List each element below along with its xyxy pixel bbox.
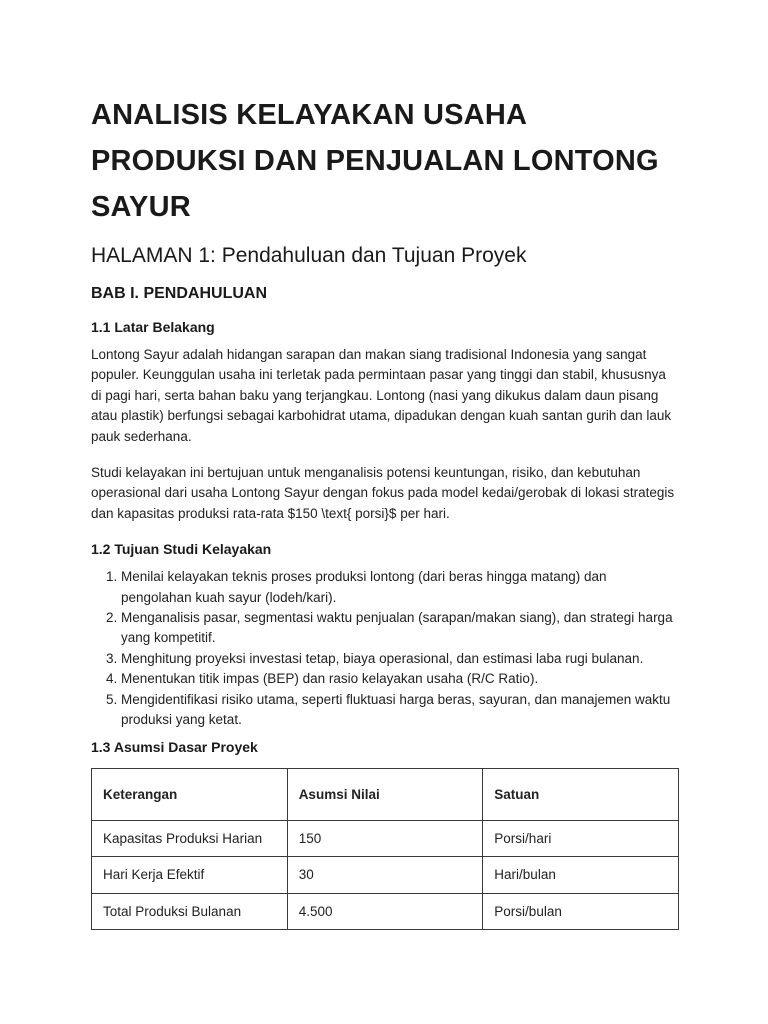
table-cell: Hari Kerja Efektif	[92, 857, 288, 894]
list-item: 1. Menilai kelayakan teknis proses produksi lontong (dari beras hingga matang) dan pengolahan kuah sayur (lodeh/kari).	[121, 567, 679, 608]
table-cell: 30	[287, 857, 483, 894]
section-1-2-title: 1.2 Tujuan Studi Kelayakan	[91, 541, 272, 558]
table-cell: 150	[287, 820, 483, 857]
list-item: 3. Menghitung proyeksi investasi tetap, biaya operasional, dan estimasi laba rugi bulanan.	[121, 649, 679, 669]
assumptions-table	[91, 768, 679, 931]
list-item: 4. Menentukan titik impas (BEP) dan rasio kelayakan usaha (R/C Ratio).	[121, 669, 679, 689]
list-item: 5. Mengidentifikasi risiko utama, seperti fluktuasi harga beras, sayuran, dan manajemen waktu produksi yang ketat.	[121, 690, 679, 731]
table-cell: Total Produksi Bulanan	[92, 893, 288, 930]
table-cell: Porsi/hari	[483, 820, 679, 857]
objectives-list	[91, 567, 679, 730]
table-cell: Hari/bulan	[483, 857, 679, 894]
section-1-3-title: 1.3 Asumsi Dasar Proyek	[91, 738, 258, 755]
chapter-heading: BAB I. PENDAHULUAN	[91, 285, 267, 302]
section-1-1-paragraph-1: Lontong Sayur adalah hidangan sarapan dan makan siang tradisional Indonesia yang sangat populer. Keunggulan usaha ini terletak pada permintaan pasar yang tinggi dan stabil, khususnya di pagi hari, serta bahan baku yang terjangkau. Lontong (nasi yang dikukus dalam daun pisang atau plastik) berfungsi sebagai karbohidrat utama, dipadukan dengan kuah santan gurih dan lauk pauk sederhana.	[91, 347, 672, 444]
table-header-cell: Satuan	[483, 768, 679, 820]
table-cell: Porsi/bulan	[483, 893, 679, 930]
table-cell: 4.500	[287, 893, 483, 930]
section-1-1-paragraph-2: Studi kelayakan ini bertujuan untuk menganalisis potensi keuntungan, risiko, dan kebutuhan operasional dari usaha Lontong Sayur dengan fokus pada model kedai/gerobak di lokasi strategis dan kapasitas produksi rata-rata $150 \text{ porsi}$ per hari.	[91, 465, 675, 521]
table-header-cell: Keterangan	[92, 768, 288, 820]
document-page	[91, 92, 679, 930]
document-title: ANALISIS KELAYAKAN USAHA PRODUKSI DAN PENJUALAN LONTONG SAYUR	[91, 99, 659, 223]
list-item: 2. Menganalisis pasar, segmentasi waktu penjualan (sarapan/makan siang), dan strategi harga yang kompetitif.	[121, 608, 679, 649]
table-header-row	[92, 768, 679, 820]
page-heading: HALAMAN 1: Pendahuluan dan Tujuan Proyek	[91, 244, 527, 267]
section-1-1-title: 1.1 Latar Belakang	[91, 319, 215, 335]
table-row	[92, 893, 679, 930]
table-cell: Kapasitas Produksi Harian	[92, 820, 288, 857]
table-row	[92, 820, 679, 857]
table-row	[92, 857, 679, 894]
table-header-cell: Asumsi Nilai	[287, 768, 483, 820]
